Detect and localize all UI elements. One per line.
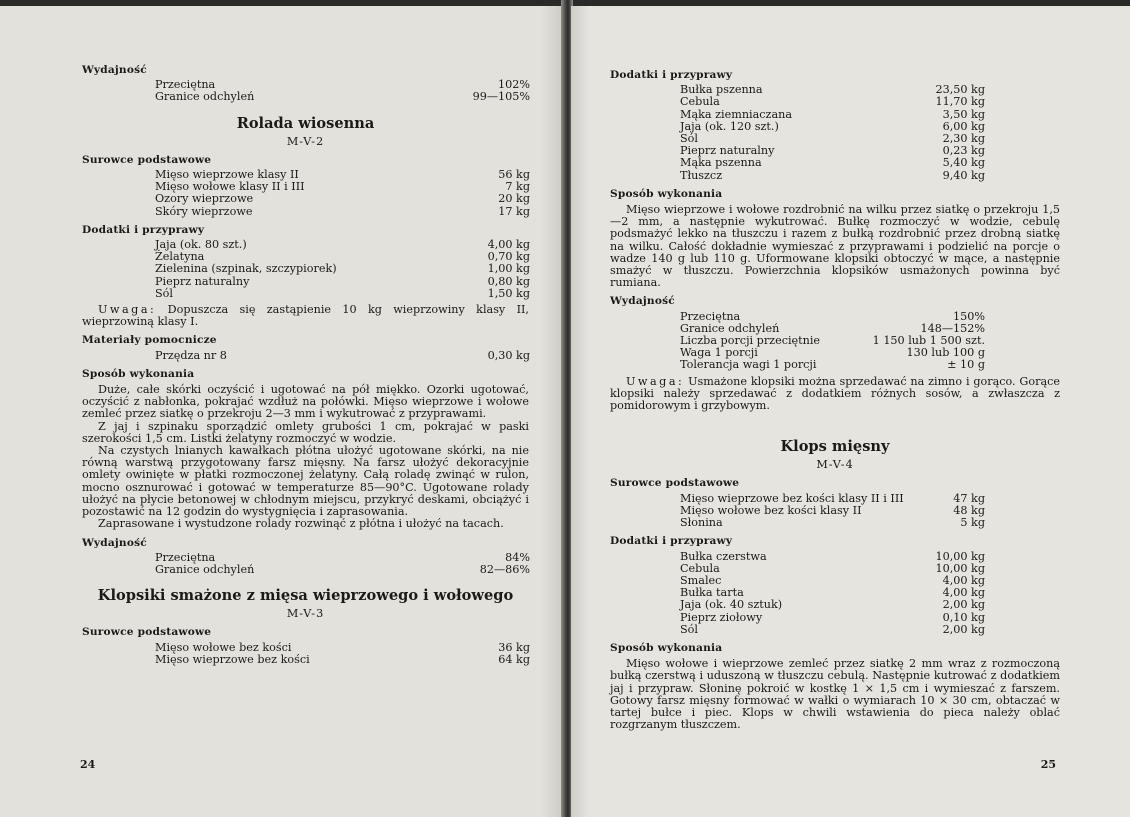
right-page [571,6,1130,817]
item-quantity: 48 kg [953,503,985,517]
item-quantity: 2,00 kg [942,598,985,612]
item-quantity: 0,23 kg [942,144,985,158]
item-quantity: 4,00 kg [487,238,530,252]
item-quantity: 17 kg [498,204,530,218]
item-label: Sól [680,622,698,636]
item-label: Przeciętna [155,78,216,92]
item-quantity: 0,30 kg [487,348,530,362]
left-page-shadow [541,6,563,817]
item-row [155,642,530,654]
item-row [680,599,985,611]
ingredient-table [155,350,530,362]
item-quantity: 5,40 kg [942,156,985,170]
item-label: Granice odchyleń [155,562,255,576]
item-quantity: 5 kg [960,516,985,530]
method-paragraph: Duże, całe skórki oczyścić i ugotować na pół miękko. Ozorki ugotować, oczyścić z nabłonka, pokrajać wzdłuż na połówki. Mięso wieprzowe i wołowe zemleć przez siatkę o przekroju 2—3 mm i wykutrować z przyprawami. [82,383,529,421]
item-label: Sól [155,286,173,300]
item-row [680,170,985,182]
item-row [155,263,530,275]
item-quantity: 84% [505,550,530,564]
item-label: Pieprz naturalny [155,274,250,288]
item-quantity: 56 kg [498,168,530,182]
item-label: Mąka ziemniaczana [680,107,792,121]
item-label: Liczba porcji przeciętnie [680,334,821,348]
item-quantity: 7 kg [505,180,530,194]
section-heading: Surowce podstawowe [82,626,212,639]
item-label: Mąka pszenna [680,156,762,170]
item-row [680,624,985,636]
item-label: Granice odchyleń [680,321,780,335]
note [610,376,1060,413]
item-quantity: 1,00 kg [487,262,530,276]
item-label: Jaja (ok. 120 szt.) [680,119,779,133]
recipe-code: M-V-3 [286,607,325,621]
yield-table [680,311,985,372]
item-row [155,206,530,218]
item-row [155,276,530,288]
note-label: Uwaga: [626,374,685,388]
recipe-title: Rolada wiosenna [236,114,375,132]
item-quantity: 20 kg [498,192,530,206]
item-label: Zielenina (szpinak, szczypiorek) [155,262,337,276]
item-quantity: 10,00 kg [935,561,985,575]
item-row [155,91,530,103]
item-label: Bułka tarta [680,586,744,600]
item-label: Żelatyna [155,250,205,264]
item-label: Przeciętna [680,309,741,323]
section-heading: Sposób wykonania [82,367,195,380]
item-label: Mięso wołowe bez kości [155,640,292,654]
method-paragraph: Na czystych lnianych kawałkach płótna ułożyć ugotowane skórki, na nie równą warstwą przygotowany farsz mięsny. Na farsz ułożyć dekoracyjnie omlety owinięte w płatki rozmoczonej żelatyny. Całą roladę zwinąć w rulon, mocno osznurować i gotować w temperaturze 85—90°C. Ugotowane rolady ułożyć na płycie betonowej w chłodnym miejscu, przykryć deskami, obciążyć i pozostawić na 12 godzin do wystygnięcia i zaprasowania. [82,444,529,519]
item-quantity: 9,40 kg [942,168,985,182]
item-row [155,193,530,205]
item-quantity: 6,00 kg [942,119,985,133]
ingredient-table [680,84,985,182]
left-page-content [82,64,529,666]
recipe-title: Klops mięsny [780,438,890,456]
item-label: Jaja (ok. 80 szt.) [155,238,247,252]
item-quantity: 10,00 kg [935,549,985,563]
note-label: Uwaga: [98,303,157,317]
section-heading: Sposób wykonania [610,641,723,654]
item-quantity: 99—105% [472,90,530,104]
item-label: Pieprz ziołowy [680,610,763,624]
item-label: Tolerancja wagi 1 porcji [680,358,817,372]
item-label: Przędza nr 8 [155,348,227,362]
item-label: Przeciętna [155,550,216,564]
item-label: Jaja (ok. 40 sztuk) [680,598,783,612]
section-heading: Wydajność [82,536,147,549]
item-row [155,654,530,666]
method-paragraph: Mięso wołowe i wieprzowe zemleć przez siatkę 2 mm wraz z rozmoczoną bułką czerstwą i uduszoną w tłuszczu cebulą. Następnie kutrować z dodatkiem jaj i przypraw. Słoninę pokroić w kostkę 1 × 1,5 cm i wymieszać z farszem. Gotowy farsz mięsny formować w wałki o wymiarach 10 × 30 cm, obtaczać w tartej bułce i piec. Klops w chwili wstawienia do pieca należy oblać rozgrzanym tłuszczem. [610,657,1060,732]
item-quantity: 23,50 kg [935,83,985,97]
item-quantity: 0,10 kg [942,610,985,624]
section-heading: Wydajność [610,295,675,308]
section-heading: Wydajność [82,64,147,76]
item-row [680,96,985,108]
item-quantity: 4,00 kg [942,586,985,600]
item-quantity: 0,80 kg [487,274,530,288]
item-quantity: 4,00 kg [942,573,985,587]
item-row [680,157,985,169]
item-label: Pieprz naturalny [680,144,775,158]
item-quantity: 64 kg [498,652,530,666]
page-number: 25 [1040,758,1056,771]
ingredient-table [155,642,530,666]
page-number: 24 [80,758,96,771]
item-label: Ozory wieprzowe [155,192,254,206]
item-quantity: 130 lub 100 g [906,346,985,360]
method-paragraph: Zaprasowane i wystudzone rolady rozwinąć z płótna i ułożyć na tacach. [98,517,504,531]
item-quantity: ± 10 g [947,358,985,372]
item-quantity: 3,50 kg [942,107,985,121]
item-label: Waga 1 porcji [680,346,758,360]
item-label: Bułka czerstwa [680,549,767,563]
right-page-content [610,69,1060,731]
section-heading: Sposób wykonania [610,187,723,200]
note-text: Dopuszcza się zastąpienie 10 kg wieprzowiny klasy II, wieprzowiną klasy I. [82,303,529,329]
left-page [0,6,563,817]
item-quantity: 1,50 kg [487,286,530,300]
item-label: Słonina [680,516,723,530]
item-label: Mięso wieprzowe bez kości [155,652,310,666]
item-row [680,505,985,517]
item-label: Tłuszcz [680,168,723,182]
item-label: Mięso wieprzowe klasy II [155,168,299,182]
item-row [680,359,985,371]
section-heading: Dodatki i przyprawy [82,223,205,236]
item-row [680,551,985,563]
section-heading: Dodatki i przyprawy [610,69,733,81]
item-quantity: 1 150 lub 1 500 szt. [872,334,985,348]
ingredient-table [680,493,985,530]
item-label: Skóry wieprzowe [155,204,253,218]
method-paragraph: Mięso wieprzowe i wołowe rozdrobnić na wilku przez siatkę o przekroju 1,5—2 mm, a następnie wykutrować. Bułkę rozmoczyć w wodzie, cebulę podsmażyć lekko na tłuszczu i razem z bułką rozdrobnić przez drobną siatkę na wilku. Całość dokładnie wymieszać z przyprawami i podzielić na porcje o wadze 140 g lub 110 g. Uformowane klopsiki obtoczyć w mące, a następnie smażyć w tłuszczu. Powierzchnia klopsików usmażonych powinna być rumiana. [610,203,1060,290]
item-label: Bułka pszenna [680,83,763,97]
ingredient-table [155,239,530,300]
item-label: Sól [680,132,698,146]
item-row [680,109,985,121]
item-quantity: 47 kg [953,491,985,505]
right-page-shadow [571,6,589,817]
section-heading: Surowce podstawowe [610,477,740,490]
section-heading: Surowce podstawowe [82,153,212,166]
yield-table [155,79,530,103]
item-label: Cebula [680,95,720,109]
item-row [155,288,530,300]
item-quantity: 2,30 kg [942,132,985,146]
item-quantity: 150% [953,309,985,323]
note [82,304,529,328]
item-row [155,564,530,576]
item-quantity: 82—86% [479,562,530,576]
item-row [680,612,985,624]
item-quantity: 11,70 kg [935,95,985,109]
recipe-code: M-V-2 [286,134,325,148]
item-label: Mięso wołowe klasy II i III [155,180,305,194]
item-quantity: 2,00 kg [942,622,985,636]
recipe-code: M-V-4 [816,458,854,472]
item-row [155,350,530,362]
item-label: Granice odchyleń [155,90,255,104]
item-row [680,563,985,575]
item-label: Cebula [680,561,720,575]
section-heading: Dodatki i przyprawy [610,535,733,548]
yield-table [155,552,530,576]
item-quantity: 0,70 kg [487,250,530,264]
item-row [680,517,985,529]
item-quantity: 102% [498,78,530,92]
item-label: Smalec [680,573,722,587]
item-row [155,239,530,251]
item-label: Mięso wieprzowe bez kości klasy II i III [680,491,904,505]
item-row [680,121,985,133]
item-label: Mięso wołowe bez kości klasy II [680,503,862,517]
ingredient-table [155,169,530,218]
section-heading: Materiały pomocnicze [82,334,217,347]
item-quantity: 36 kg [498,640,530,654]
note-text: Usmażone klopsiki można sprzedawać na zimno i gorąco. Gorące klopsiki należy sprzedawać z dodatkiem różnych sosów, a zwłaszcza z pomidorowym i grzybowym. [610,374,1060,413]
recipe-title: Klopsiki smażone z mięsa wieprzowego i wołowego [97,587,514,605]
item-quantity: 148—152% [920,321,985,335]
ingredient-table [680,551,985,636]
method-paragraph: Z jaj i szpinaku sporządzić omlety grubości 1 cm, pokrajać w paski szerokości 1,5 cm. Listki żelatyny rozmoczyć w wodzie. [82,419,529,445]
